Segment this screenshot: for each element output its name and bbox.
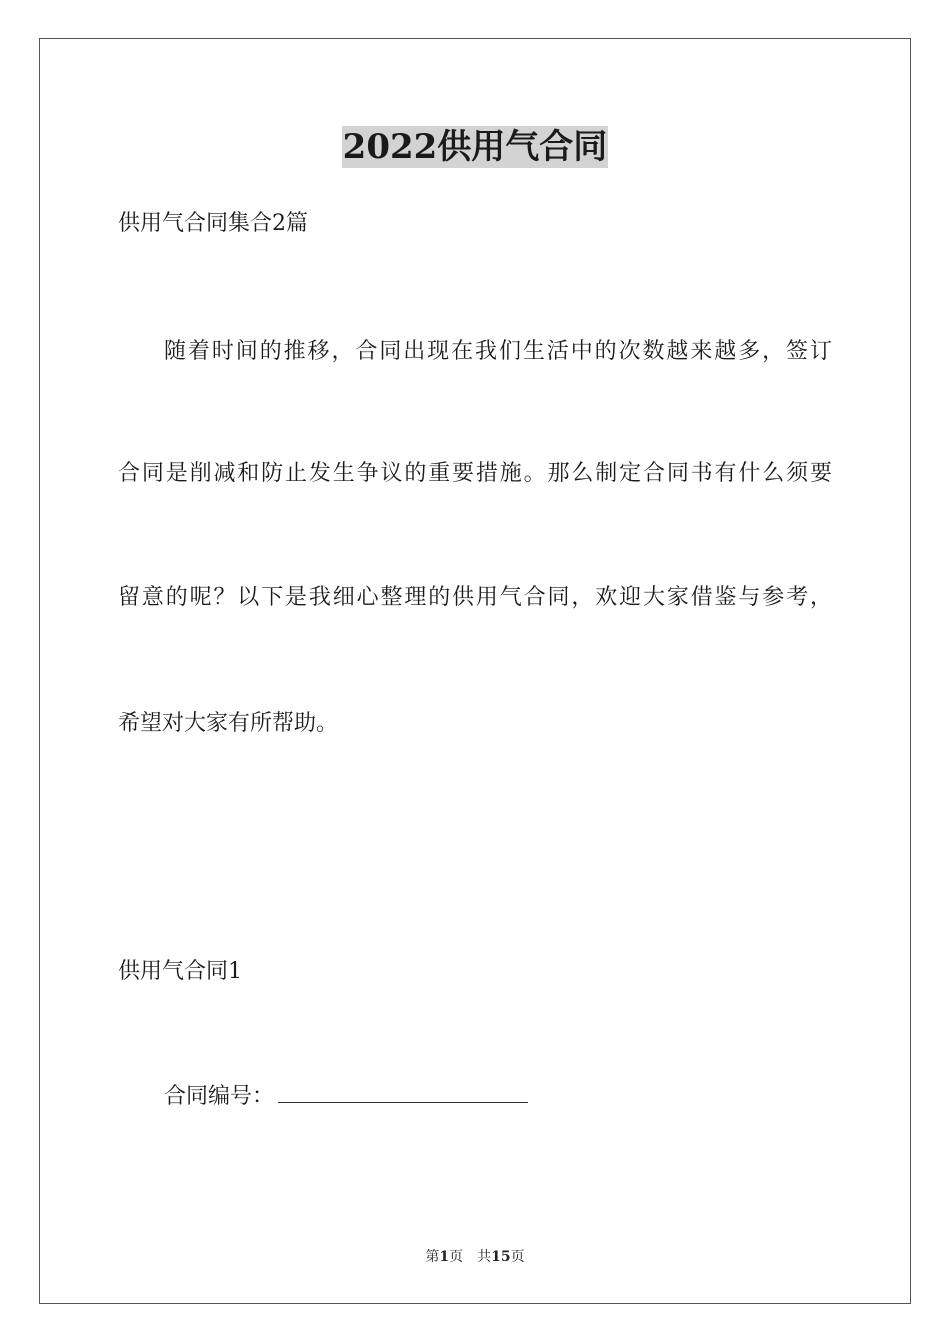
title-container <box>0 126 950 168</box>
footer-total-prefix: 共 <box>477 1249 492 1265</box>
document-title: 2022供用气合同 <box>342 127 608 167</box>
intro-paragraph-line-3: 留意的呢？以下是我细心整理的供用气合同，欢迎大家借鉴与参考， <box>118 585 832 610</box>
section-heading: 供用气合同1 <box>118 959 242 984</box>
contract-number-row <box>164 1082 528 1111</box>
footer-page-total: 15 <box>491 1249 511 1265</box>
document-subtitle: 供用气合同集合2篇 <box>118 211 308 236</box>
intro-paragraph-line-1: 随着时间的推移，合同出现在我们生活中的次数越来越多，签订 <box>164 339 832 364</box>
page-footer <box>0 1248 950 1266</box>
footer-page-prefix: 第 <box>425 1249 440 1265</box>
footer-total-suffix: 页 <box>510 1249 525 1265</box>
contract-number-label: 合同编号： <box>164 1084 275 1109</box>
intro-paragraph-line-2: 合同是削减和防止发生争议的重要措施。那么制定合同书有什么须要 <box>118 461 832 486</box>
contract-number-blank <box>278 1082 528 1103</box>
intro-paragraph-line-4: 希望对大家有所帮助。 <box>118 711 339 736</box>
footer-page-suffix: 页 <box>449 1249 464 1265</box>
footer-page-current: 1 <box>439 1249 450 1265</box>
